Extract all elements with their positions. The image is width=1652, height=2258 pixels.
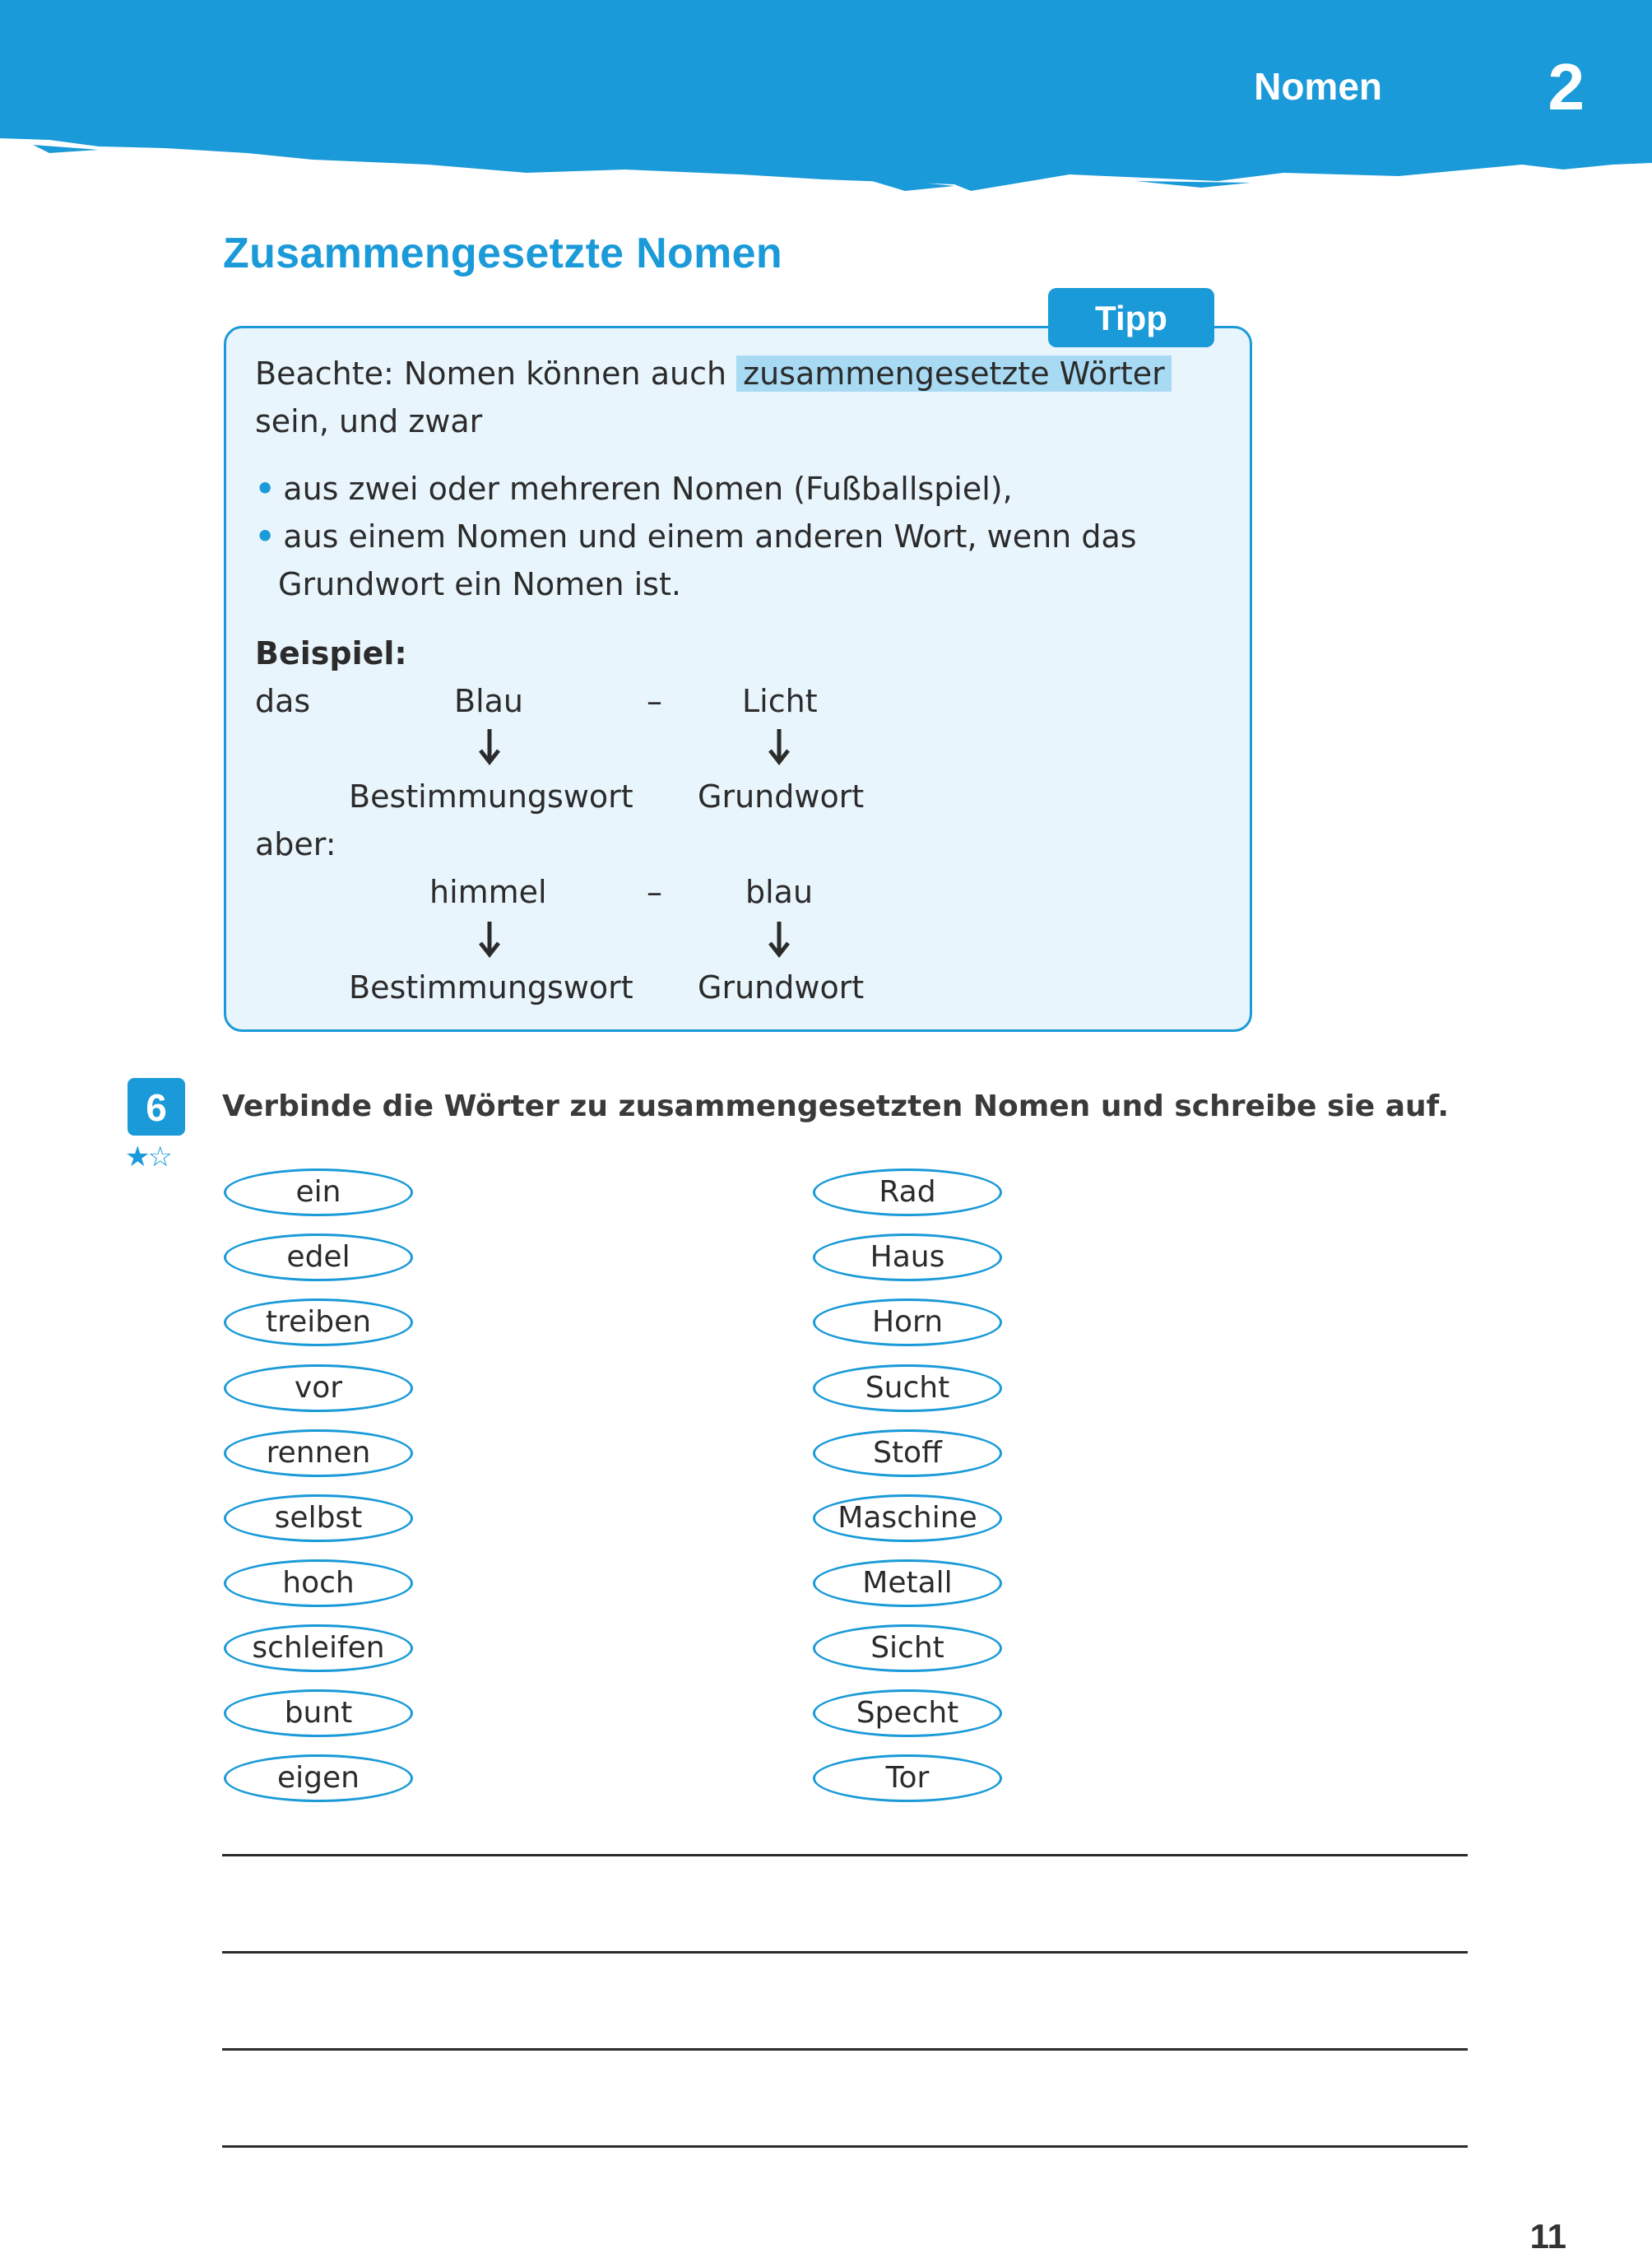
example2-right-word: blau (745, 874, 814, 910)
bullet-dot: • (255, 518, 276, 555)
tip-line-2: sein, und zwar (255, 403, 483, 439)
highlighted-term: zusammengesetzte Wörter (736, 355, 1172, 392)
tip-line-1-text: Beachte: Nomen können auch (255, 355, 727, 392)
example1-right-word: Licht (742, 683, 818, 719)
answer-line[interactable] (222, 1854, 1468, 1856)
chapter-title: Nomen (1254, 65, 1382, 108)
example1-left-word: Blau (454, 683, 523, 719)
tip-bullet-1-text: aus zwei oder mehreren Nomen (Fußballspiel), (283, 471, 1013, 507)
right-word-pill[interactable]: Stoff (813, 1429, 1002, 1477)
right-word-pill[interactable]: Maschine (813, 1494, 1002, 1542)
left-word-pill[interactable]: selbst (224, 1494, 413, 1542)
tip-line-1 (255, 355, 1172, 392)
right-word-pill[interactable]: Haus (813, 1234, 1002, 1281)
right-word-pill[interactable]: Metall (813, 1559, 1002, 1607)
left-word-pill[interactable]: ein (224, 1168, 413, 1216)
right-word-pill[interactable]: Horn (813, 1299, 1002, 1346)
but-label: aber: (255, 826, 336, 862)
example-label: Beispiel: (255, 635, 407, 671)
task-instruction: Verbinde die Wörter zu zusammengesetzten Nomen und schreibe sie auf. (222, 1090, 1450, 1123)
right-word-pill[interactable]: Sucht (813, 1364, 1002, 1412)
chapter-number: 2 (1548, 50, 1585, 123)
right-word-pill[interactable]: Sicht (813, 1624, 1002, 1672)
example1-article: das (255, 683, 311, 719)
answer-line[interactable] (222, 1951, 1468, 1954)
example1-dash: – (647, 683, 662, 719)
right-word-pill[interactable]: Tor (813, 1754, 1002, 1802)
page-number: 11 (1529, 2217, 1566, 2256)
header-banner (0, 0, 1652, 197)
example1-right-role: Grundwort (698, 778, 865, 815)
right-word-pill[interactable]: Specht (813, 1689, 1002, 1737)
tip-bullet-1 (255, 471, 1013, 507)
answer-line[interactable] (222, 2145, 1468, 2148)
bullet-dot: • (255, 471, 276, 507)
tip-bullet-2 (255, 518, 1137, 555)
left-word-pill[interactable]: treiben (224, 1299, 413, 1346)
example2-dash: – (647, 874, 662, 910)
tip-label: Tipp (1048, 288, 1214, 347)
brush-banner-shape (0, 0, 1652, 197)
difficulty-stars-icon: ★☆ (125, 1141, 170, 1173)
left-word-pill[interactable]: bunt (224, 1689, 413, 1737)
task-number-badge: 6 (128, 1078, 185, 1136)
left-word-pill[interactable]: vor (224, 1364, 413, 1412)
down-arrow-icon (476, 920, 503, 966)
tip-bullet-2-cont: Grundwort ein Nomen ist. (278, 566, 681, 602)
down-arrow-icon (765, 727, 793, 774)
example2-left-role: Bestimmungswort (349, 969, 633, 1006)
example1-left-role: Bestimmungswort (349, 778, 633, 815)
example2-right-role: Grundwort (698, 969, 865, 1006)
left-word-pill[interactable]: hoch (224, 1559, 413, 1607)
section-heading: Zusammengesetzte Nomen (223, 230, 782, 277)
example2-left-word: himmel (429, 874, 547, 910)
left-word-pill[interactable]: eigen (224, 1754, 413, 1802)
down-arrow-icon (476, 727, 503, 774)
left-word-pill[interactable]: schleifen (224, 1624, 413, 1672)
left-word-pill[interactable]: edel (224, 1234, 413, 1281)
right-word-pill[interactable]: Rad (813, 1168, 1002, 1216)
down-arrow-icon (765, 920, 793, 966)
left-word-pill[interactable]: rennen (224, 1429, 413, 1477)
answer-line[interactable] (222, 2048, 1468, 2051)
tip-bullet-2-text: aus einem Nomen und einem anderen Wort, wenn das (283, 518, 1137, 555)
